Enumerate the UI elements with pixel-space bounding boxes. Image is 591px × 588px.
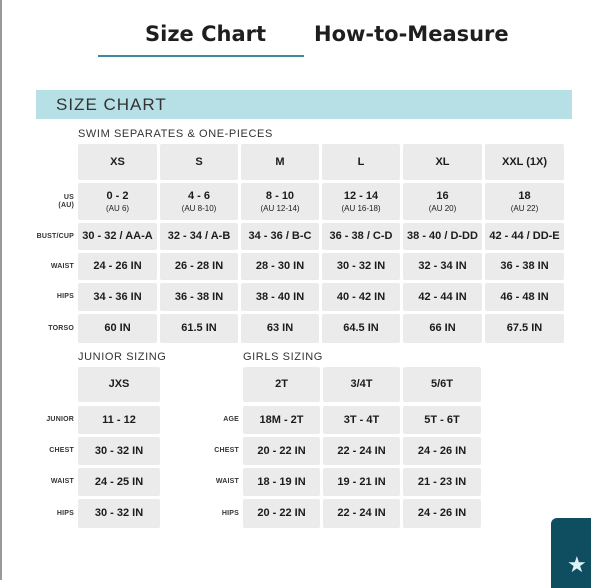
star-icon: ★ (567, 552, 587, 577)
hips-cell: 36 - 38 IN (160, 283, 238, 311)
swim-size-header: M (241, 144, 319, 180)
girls-age-cell: 18M - 2T (243, 406, 320, 434)
active-tab-underline (98, 55, 304, 57)
girls-age-cell: 5T - 6T (403, 406, 481, 434)
swim-size-header: L (322, 144, 400, 180)
us-size: 18 (518, 190, 531, 203)
waist-cell: 36 - 38 IN (485, 253, 564, 280)
hips-cell: 46 - 48 IN (485, 283, 564, 311)
junior-waist-cell: 24 - 25 IN (78, 468, 160, 496)
girls-waist-cell: 18 - 19 IN (243, 468, 320, 496)
us-size: 0 - 2 (106, 190, 129, 203)
girls-chest-label: CHEST (214, 447, 239, 455)
waist-row-label: WAIST (50, 262, 74, 270)
torso-cell: 60 IN (78, 314, 157, 343)
torso-cell: 61.5 IN (160, 314, 238, 343)
girls-hips-cell: 20 - 22 IN (243, 499, 320, 528)
au-size: (AU 22) (510, 203, 539, 213)
size-chart-panel (36, 76, 572, 580)
girls-chest-cell: 24 - 26 IN (403, 437, 481, 465)
torso-row-label: TORSO (48, 324, 74, 332)
banner-title: SIZE CHART (56, 95, 167, 114)
au-size: (AU 12-14) (260, 203, 300, 213)
waist-cell: 24 - 26 IN (78, 253, 157, 280)
girls-hips-cell: 22 - 24 IN (323, 499, 400, 528)
girls-size-header: 2T (243, 367, 320, 402)
junior-chest-label: CHEST (49, 447, 74, 455)
girls-age-label: AGE (223, 416, 239, 424)
waist-cell: 32 - 34 IN (403, 253, 482, 280)
size-chart-banner (36, 90, 572, 119)
bust-cup-cell: 32 - 34 / A-B (160, 223, 238, 250)
waist-cell: 26 - 28 IN (160, 253, 238, 280)
hips-cell: 42 - 44 IN (403, 283, 482, 311)
girls-size-header: 3/4T (323, 367, 400, 402)
au-size: (AU 16-18) (341, 203, 381, 213)
bust-cup-row-label: BUST/CUP (36, 232, 74, 240)
bust-cup-cell: 38 - 40 / D-DD (403, 223, 482, 250)
us-size-cell (78, 183, 157, 220)
hips-cell: 34 - 36 IN (78, 283, 157, 311)
hips-cell: 38 - 40 IN (241, 283, 319, 311)
waist-cell: 30 - 32 IN (322, 253, 400, 280)
us-size: 16 (436, 190, 449, 203)
girls-waist-cell: 19 - 21 IN (323, 468, 400, 496)
swim-size-header: XS (78, 144, 157, 180)
swim-size-header: S (160, 144, 238, 180)
bust-cup-cell: 30 - 32 / AA-A (78, 223, 157, 250)
torso-cell: 64.5 IN (322, 314, 400, 343)
girls-size-header: 5/6T (403, 367, 481, 402)
girls-age-cell: 3T - 4T (323, 406, 400, 434)
us-size: 8 - 10 (265, 190, 295, 203)
junior-hips-label: HIPS (56, 509, 74, 517)
junior-section-title: JUNIOR SIZING (78, 351, 167, 363)
bust-cup-cell: 36 - 38 / C-D (322, 223, 400, 250)
swim-section-title: SWIM SEPARATES & ONE-PIECES (78, 128, 273, 140)
girls-hips-label: HIPS (221, 509, 239, 517)
swim-size-header: XXL (1X) (485, 144, 564, 180)
junior-size-header: JXS (78, 367, 160, 402)
girls-waist-label: WAIST (215, 478, 239, 486)
bust-cup-cell: 34 - 36 / B-C (241, 223, 319, 250)
junior-row-label: JUNIOR (46, 416, 74, 424)
girls-waist-cell: 21 - 23 IN (403, 468, 481, 496)
us-size-cell (403, 183, 482, 220)
girls-chest-cell: 20 - 22 IN (243, 437, 320, 465)
junior-hips-cell: 30 - 32 IN (78, 499, 160, 528)
au-size: (AU 8-10) (181, 203, 217, 213)
waist-cell: 28 - 30 IN (241, 253, 319, 280)
us-au-row-label (36, 183, 74, 220)
tab-how-to-measure[interactable]: How-to-Measure (314, 22, 509, 46)
junior-waist-label: WAIST (50, 478, 74, 486)
hips-cell: 40 - 42 IN (322, 283, 400, 311)
us-size: 12 - 14 (343, 190, 379, 203)
us-size: 4 - 6 (187, 190, 210, 203)
us-size-cell (485, 183, 564, 220)
torso-cell: 66 IN (403, 314, 482, 343)
hips-row-label: HIPS (56, 293, 74, 301)
au-label: (AU) (58, 201, 74, 209)
swim-size-header: XL (403, 144, 482, 180)
girls-section-title: GIRLS SIZING (243, 351, 323, 363)
window-left-edge (0, 0, 2, 580)
us-size-cell (160, 183, 238, 220)
tab-size-chart[interactable]: Size Chart (145, 22, 267, 46)
reviews-widget-button[interactable] (551, 518, 591, 588)
au-size: (AU 6) (105, 203, 130, 213)
us-size-cell (241, 183, 319, 220)
us-size-cell (322, 183, 400, 220)
junior-value-cell: 11 - 12 (78, 406, 160, 434)
us-label: US (63, 194, 74, 202)
girls-chest-cell: 22 - 24 IN (323, 437, 400, 465)
bust-cup-cell: 42 - 44 / DD-E (485, 223, 564, 250)
junior-chest-cell: 30 - 32 IN (78, 437, 160, 465)
girls-hips-cell: 24 - 26 IN (403, 499, 481, 528)
torso-cell: 63 IN (241, 314, 319, 343)
torso-cell: 67.5 IN (485, 314, 564, 343)
au-size: (AU 20) (428, 203, 457, 213)
